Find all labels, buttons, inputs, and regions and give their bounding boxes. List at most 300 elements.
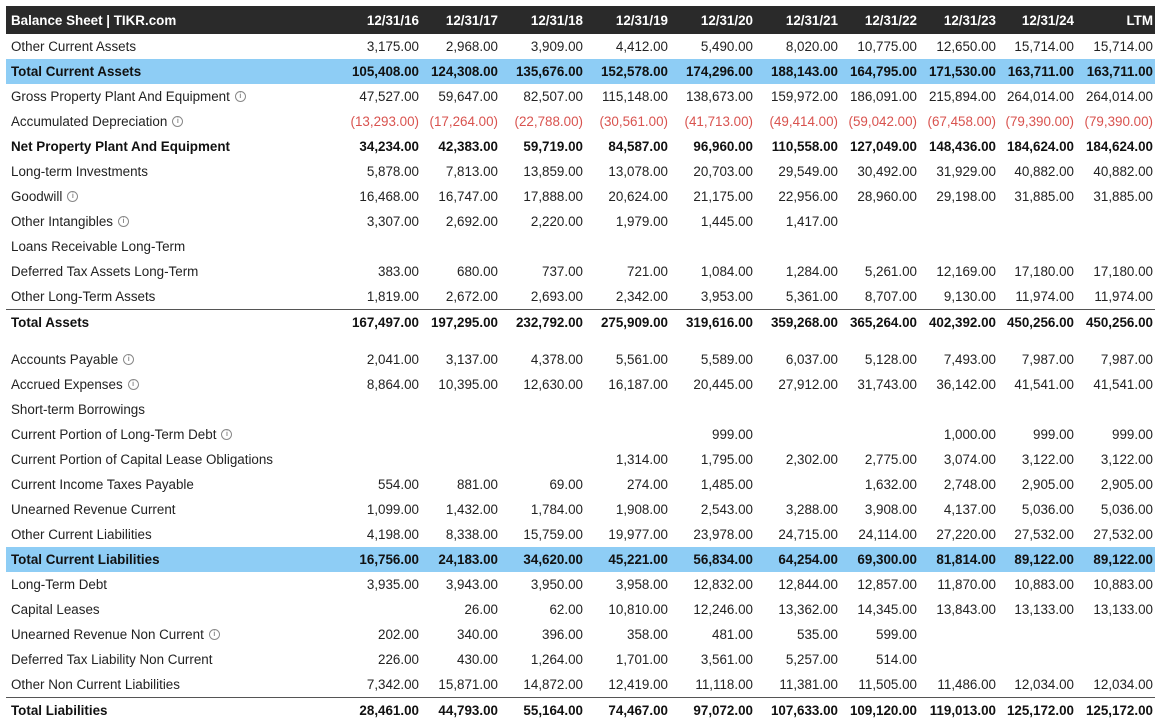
table-cell: 226.00 bbox=[378, 652, 419, 667]
table-cell: 41,541.00 bbox=[1093, 377, 1153, 392]
table-cell: 3,122.00 bbox=[1021, 452, 1074, 467]
row-label-text: Goodwill bbox=[11, 189, 63, 204]
table-cell: 148,436.00 bbox=[928, 139, 996, 154]
table-cell: 13,133.00 bbox=[1014, 602, 1074, 617]
info-icon[interactable]: i bbox=[221, 429, 232, 440]
table-cell: 215,894.00 bbox=[928, 89, 996, 104]
balance-sheet-table bbox=[6, 6, 1155, 722]
table-cell: 7,813.00 bbox=[445, 164, 498, 179]
table-cell: 12,246.00 bbox=[693, 602, 753, 617]
table-cell: 1,632.00 bbox=[864, 477, 917, 492]
table-cell: 184,624.00 bbox=[1085, 139, 1153, 154]
table-cell: 167,497.00 bbox=[351, 314, 419, 330]
row-label-text: Total Current Liabilities bbox=[11, 552, 160, 567]
row-label-text: Other Intangibles bbox=[11, 214, 113, 229]
table-header bbox=[6, 6, 1155, 34]
table-cell: 599.00 bbox=[876, 627, 917, 642]
table-cell bbox=[421, 452, 500, 467]
table-row[interactable] bbox=[6, 109, 1155, 134]
row-label bbox=[6, 427, 342, 442]
table-cell: 14,872.00 bbox=[523, 677, 583, 692]
table-cell: 7,493.00 bbox=[943, 352, 996, 367]
row-label bbox=[6, 602, 342, 617]
row-label bbox=[6, 627, 342, 642]
table-cell: 514.00 bbox=[876, 652, 917, 667]
table-cell: 3,935.00 bbox=[366, 577, 419, 592]
table-cell: (41,713.00) bbox=[684, 114, 753, 129]
table-cell: 12,419.00 bbox=[608, 677, 668, 692]
column-header[interactable]: 12/31/23 bbox=[943, 12, 996, 28]
table-cell: 3,137.00 bbox=[445, 352, 498, 367]
table-cell: 44,793.00 bbox=[438, 702, 498, 718]
table-cell bbox=[500, 452, 585, 467]
row-label-text: Long-Term Debt bbox=[11, 577, 108, 592]
table-cell: 28,960.00 bbox=[857, 189, 917, 204]
row-label bbox=[6, 452, 342, 467]
row-label-text: Accumulated Depreciation bbox=[11, 114, 168, 129]
table-cell: 15,714.00 bbox=[1014, 39, 1074, 54]
table-cell: 125,172.00 bbox=[1085, 702, 1153, 718]
table-cell bbox=[998, 627, 1076, 642]
row-label-text: Other Current Liabilities bbox=[11, 527, 152, 542]
table-cell: 11,505.00 bbox=[858, 677, 917, 692]
table-cell: (67,458.00) bbox=[927, 114, 996, 129]
row-label-text: Net Property Plant And Equipment bbox=[11, 139, 230, 154]
table-cell: 110,558.00 bbox=[771, 139, 838, 154]
table-row[interactable] bbox=[6, 497, 1155, 522]
row-label bbox=[6, 677, 342, 692]
table-row[interactable] bbox=[6, 422, 1155, 447]
table-row[interactable] bbox=[6, 259, 1155, 284]
table-cell bbox=[998, 214, 1076, 229]
table-cell: 402,392.00 bbox=[928, 314, 996, 330]
table-cell: 3,958.00 bbox=[615, 577, 668, 592]
row-label-text: Current Income Taxes Payable bbox=[11, 477, 194, 492]
row-label bbox=[6, 64, 342, 79]
table-cell: 680.00 bbox=[457, 264, 498, 279]
table-cell: 17,888.00 bbox=[523, 189, 583, 204]
table-cell: 45,221.00 bbox=[608, 552, 668, 567]
table-cell: 12,630.00 bbox=[523, 377, 583, 392]
table-cell: 107,633.00 bbox=[770, 702, 838, 718]
sheet-title: Balance Sheet | TIKR.com bbox=[11, 12, 177, 28]
column-header[interactable]: 12/31/17 bbox=[445, 12, 498, 28]
table-cell: 31,885.00 bbox=[1093, 189, 1153, 204]
table-cell: 6,037.00 bbox=[785, 352, 838, 367]
table-cell: 24,715.00 bbox=[778, 527, 838, 542]
table-cell: 1,084.00 bbox=[700, 264, 753, 279]
table-cell: 3,074.00 bbox=[943, 452, 996, 467]
row-label bbox=[6, 352, 342, 367]
table-cell: 1,264.00 bbox=[530, 652, 583, 667]
table-cell: (22,788.00) bbox=[514, 114, 583, 129]
table-cell: 12,832.00 bbox=[693, 577, 753, 592]
table-cell: 31,743.00 bbox=[857, 377, 917, 392]
table-cell: 8,707.00 bbox=[864, 289, 917, 304]
table-cell: 1,284.00 bbox=[785, 264, 838, 279]
table-row[interactable] bbox=[6, 697, 1155, 722]
table-cell bbox=[840, 427, 919, 442]
row-label-text: Unearned Revenue Non Current bbox=[11, 627, 204, 642]
table-cell: 1,819.00 bbox=[366, 289, 419, 304]
row-label bbox=[6, 652, 342, 667]
info-icon[interactable]: i bbox=[118, 216, 129, 227]
column-header[interactable]: 12/31/16 bbox=[366, 12, 419, 28]
table-cell: 340.00 bbox=[457, 627, 498, 642]
table-cell: 3,175.00 bbox=[366, 39, 419, 54]
table-cell: (49,414.00) bbox=[769, 114, 838, 129]
info-icon[interactable]: i bbox=[67, 191, 78, 202]
table-cell: 430.00 bbox=[457, 652, 498, 667]
table-cell: 13,133.00 bbox=[1093, 602, 1153, 617]
table-cell: 16,187.00 bbox=[608, 377, 668, 392]
table-cell: 2,220.00 bbox=[530, 214, 583, 229]
table-cell: 188,143.00 bbox=[770, 64, 838, 79]
table-cell: 97,072.00 bbox=[693, 702, 753, 718]
table-cell: 69,300.00 bbox=[857, 552, 917, 567]
table-row[interactable] bbox=[6, 59, 1155, 84]
table-cell: 2,543.00 bbox=[700, 502, 753, 517]
table-cell: 109,120.00 bbox=[849, 702, 917, 718]
table-cell: 10,775.00 bbox=[857, 39, 917, 54]
row-label bbox=[6, 164, 342, 179]
table-row[interactable] bbox=[6, 597, 1155, 622]
row-label bbox=[6, 402, 342, 417]
table-cell: (17,264.00) bbox=[429, 114, 498, 129]
table-cell: 20,624.00 bbox=[608, 189, 668, 204]
table-cell bbox=[919, 627, 998, 642]
column-header[interactable]: 12/31/21 bbox=[785, 12, 838, 28]
table-cell: 69.00 bbox=[549, 477, 583, 492]
table-row[interactable] bbox=[6, 572, 1155, 597]
table-cell: 2,342.00 bbox=[615, 289, 668, 304]
table-cell bbox=[998, 652, 1076, 667]
row-label bbox=[6, 189, 342, 204]
table-cell: 1,000.00 bbox=[943, 427, 996, 442]
table-cell: 2,692.00 bbox=[445, 214, 498, 229]
table-cell: 40,882.00 bbox=[1014, 164, 1074, 179]
row-label-text: Other Non Current Liabilities bbox=[11, 677, 180, 692]
table-cell: 23,978.00 bbox=[693, 527, 753, 542]
table-row[interactable] bbox=[6, 522, 1155, 547]
table-cell: 7,342.00 bbox=[366, 677, 419, 692]
table-row[interactable] bbox=[6, 622, 1155, 647]
table-cell: 319,616.00 bbox=[685, 314, 753, 330]
table-cell: 13,843.00 bbox=[936, 602, 996, 617]
table-cell: 10,883.00 bbox=[1093, 577, 1153, 592]
table-cell: 17,180.00 bbox=[1014, 264, 1074, 279]
table-cell: 19,977.00 bbox=[608, 527, 668, 542]
table-cell bbox=[342, 602, 421, 617]
row-label bbox=[6, 289, 342, 304]
table-cell: 999.00 bbox=[1112, 427, 1153, 442]
table-cell: 275,909.00 bbox=[600, 314, 668, 330]
column-header[interactable]: 12/31/19 bbox=[615, 12, 668, 28]
table-cell: 15,871.00 bbox=[438, 677, 498, 692]
table-cell: 274.00 bbox=[627, 477, 668, 492]
table-row[interactable] bbox=[6, 647, 1155, 672]
table-cell: 74,467.00 bbox=[608, 702, 668, 718]
table-cell: 84,587.00 bbox=[608, 139, 668, 154]
table-cell: 197,295.00 bbox=[430, 314, 498, 330]
table-cell: 3,950.00 bbox=[530, 577, 583, 592]
table-cell: 721.00 bbox=[627, 264, 668, 279]
table-cell: 62.00 bbox=[549, 602, 583, 617]
table-cell: 20,703.00 bbox=[693, 164, 753, 179]
table-cell: 11,974.00 bbox=[1094, 289, 1153, 304]
table-cell: 40,882.00 bbox=[1093, 164, 1153, 179]
column-header[interactable]: LTM bbox=[1126, 12, 1153, 28]
table-cell: 31,885.00 bbox=[1014, 189, 1074, 204]
table-cell: 232,792.00 bbox=[515, 314, 583, 330]
row-label-text: Current Portion of Capital Lease Obligations bbox=[11, 452, 274, 467]
table-row[interactable] bbox=[6, 547, 1155, 572]
row-label-text: Total Liabilities bbox=[11, 702, 108, 718]
table-cell: 42,383.00 bbox=[438, 139, 498, 154]
table-cell: 8,864.00 bbox=[366, 377, 419, 392]
row-label bbox=[6, 502, 342, 517]
table-cell: 5,036.00 bbox=[1021, 502, 1074, 517]
table-cell: 1,485.00 bbox=[700, 477, 753, 492]
row-label bbox=[6, 89, 342, 104]
table-row[interactable] bbox=[6, 184, 1155, 209]
table-cell: 2,905.00 bbox=[1100, 477, 1153, 492]
row-label bbox=[6, 477, 342, 492]
row-label-text: Total Assets bbox=[11, 314, 90, 330]
table-cell: 8,338.00 bbox=[445, 527, 498, 542]
table-cell: 202.00 bbox=[378, 627, 419, 642]
table-cell: 999.00 bbox=[1033, 427, 1074, 442]
table-cell: 27,912.00 bbox=[778, 377, 838, 392]
table-cell: (30,561.00) bbox=[599, 114, 668, 129]
info-icon[interactable]: i bbox=[172, 116, 183, 127]
table-row[interactable] bbox=[6, 347, 1155, 372]
table-cell bbox=[919, 214, 998, 229]
table-cell bbox=[840, 214, 919, 229]
row-label bbox=[6, 703, 342, 718]
table-cell: 163,711.00 bbox=[1007, 64, 1074, 79]
row-label-text: Other Current Assets bbox=[11, 39, 137, 54]
table-row[interactable] bbox=[6, 159, 1155, 184]
table-cell: 1,979.00 bbox=[615, 214, 668, 229]
table-cell: 1,795.00 bbox=[700, 452, 753, 467]
table-cell: 1,445.00 bbox=[700, 214, 753, 229]
table-cell: 7,987.00 bbox=[1100, 352, 1153, 367]
table-row[interactable] bbox=[6, 447, 1155, 472]
table-cell: 3,909.00 bbox=[530, 39, 583, 54]
table-cell: 29,198.00 bbox=[936, 189, 996, 204]
table-cell bbox=[500, 427, 585, 442]
table-cell: 28,461.00 bbox=[359, 702, 419, 718]
table-cell: 3,908.00 bbox=[864, 502, 917, 517]
table-cell: 3,953.00 bbox=[700, 289, 753, 304]
table-cell: 554.00 bbox=[378, 477, 419, 492]
table-cell: 3,122.00 bbox=[1100, 452, 1153, 467]
table-cell: 81,814.00 bbox=[936, 552, 996, 567]
section-spacer bbox=[6, 334, 1155, 347]
table-cell: 365,264.00 bbox=[849, 314, 917, 330]
table-cell: 34,620.00 bbox=[523, 552, 583, 567]
table-row[interactable] bbox=[6, 134, 1155, 159]
table-cell: 135,676.00 bbox=[515, 64, 583, 79]
table-row[interactable] bbox=[6, 209, 1155, 234]
table-cell: 1,908.00 bbox=[615, 502, 668, 517]
table-cell bbox=[1076, 652, 1155, 667]
table-cell: 27,532.00 bbox=[1014, 527, 1074, 542]
table-cell: 1,784.00 bbox=[530, 502, 583, 517]
table-cell: 12,844.00 bbox=[778, 577, 838, 592]
table-cell: 174,296.00 bbox=[685, 64, 753, 79]
table-cell: 12,034.00 bbox=[1093, 677, 1153, 692]
column-header[interactable]: 12/31/18 bbox=[530, 12, 583, 28]
table-cell: 12,857.00 bbox=[857, 577, 917, 592]
table-cell: 125,172.00 bbox=[1006, 702, 1074, 718]
table-cell: 5,128.00 bbox=[864, 352, 917, 367]
table-cell: 10,883.00 bbox=[1014, 577, 1074, 592]
table-cell: 4,412.00 bbox=[615, 39, 668, 54]
table-cell: 450,256.00 bbox=[1006, 314, 1074, 330]
table-cell: 152,578.00 bbox=[600, 64, 668, 79]
table-cell: 159,972.00 bbox=[770, 89, 838, 104]
table-cell: 31,929.00 bbox=[936, 164, 996, 179]
table-row[interactable] bbox=[6, 472, 1155, 497]
table-row[interactable] bbox=[6, 84, 1155, 109]
table-cell: 737.00 bbox=[542, 264, 583, 279]
table-row[interactable] bbox=[6, 397, 1155, 422]
row-label-text: Deferred Tax Assets Long-Term bbox=[11, 264, 199, 279]
table-row[interactable] bbox=[6, 284, 1155, 309]
table-cell: 47,527.00 bbox=[359, 89, 419, 104]
table-cell: 41,541.00 bbox=[1014, 377, 1074, 392]
table-cell: 999.00 bbox=[712, 427, 753, 442]
table-cell: 27,532.00 bbox=[1093, 527, 1153, 542]
info-icon[interactable]: i bbox=[209, 629, 220, 640]
row-label bbox=[6, 139, 342, 154]
table-cell: 34,234.00 bbox=[359, 139, 419, 154]
table-cell: 89,122.00 bbox=[1014, 552, 1074, 567]
table-row[interactable] bbox=[6, 672, 1155, 697]
table-cell: 20,445.00 bbox=[693, 377, 753, 392]
table-cell: 9,130.00 bbox=[943, 289, 996, 304]
column-header[interactable]: 12/31/22 bbox=[864, 12, 917, 28]
table-cell: 5,257.00 bbox=[785, 652, 838, 667]
row-label bbox=[6, 552, 342, 567]
table-cell: 481.00 bbox=[712, 627, 753, 642]
table-cell: 2,968.00 bbox=[445, 39, 498, 54]
table-cell: 2,041.00 bbox=[366, 352, 419, 367]
row-label-text: Gross Property Plant And Equipment bbox=[11, 89, 230, 104]
table-body bbox=[6, 34, 1155, 722]
row-label-text: Accounts Payable bbox=[11, 352, 119, 367]
row-label bbox=[6, 39, 342, 54]
table-cell: 3,943.00 bbox=[445, 577, 498, 592]
table-cell: 1,417.00 bbox=[785, 214, 838, 229]
info-icon[interactable]: i bbox=[123, 354, 134, 365]
table-cell: 5,561.00 bbox=[615, 352, 668, 367]
table-cell bbox=[421, 427, 500, 442]
table-cell: (79,390.00) bbox=[1005, 114, 1074, 129]
column-header[interactable]: 12/31/24 bbox=[1021, 12, 1074, 28]
table-cell: 264,014.00 bbox=[1006, 89, 1074, 104]
table-cell: 13,078.00 bbox=[608, 164, 668, 179]
table-row[interactable] bbox=[6, 34, 1155, 59]
table-cell: 82,507.00 bbox=[523, 89, 583, 104]
table-cell: 171,530.00 bbox=[928, 64, 996, 79]
table-cell: 14,345.00 bbox=[857, 602, 917, 617]
column-header[interactable]: 12/31/20 bbox=[700, 12, 753, 28]
table-cell: 26.00 bbox=[464, 602, 498, 617]
table-cell: 22,956.00 bbox=[778, 189, 838, 204]
table-cell: 4,198.00 bbox=[366, 527, 419, 542]
table-cell bbox=[755, 427, 840, 442]
row-label-text: Loans Receivable Long-Term bbox=[11, 239, 186, 254]
table-cell: 11,974.00 bbox=[1015, 289, 1074, 304]
table-cell: 5,036.00 bbox=[1100, 502, 1153, 517]
table-row[interactable] bbox=[6, 372, 1155, 397]
table-cell: 3,307.00 bbox=[366, 214, 419, 229]
table-cell: 4,378.00 bbox=[530, 352, 583, 367]
row-label bbox=[6, 239, 342, 254]
row-label bbox=[6, 214, 342, 229]
table-cell: 264,014.00 bbox=[1085, 89, 1153, 104]
table-cell: (13,293.00) bbox=[350, 114, 419, 129]
table-row[interactable] bbox=[6, 309, 1155, 334]
table-cell bbox=[342, 427, 421, 442]
row-label-text: Total Current Assets bbox=[11, 64, 142, 79]
table-cell: 2,672.00 bbox=[445, 289, 498, 304]
info-icon[interactable]: i bbox=[128, 379, 139, 390]
table-cell: 11,870.00 bbox=[937, 577, 996, 592]
row-label-text: Deferred Tax Liability Non Current bbox=[11, 652, 213, 667]
table-cell: 184,624.00 bbox=[1006, 139, 1074, 154]
table-cell: 383.00 bbox=[378, 264, 419, 279]
table-cell: 21,175.00 bbox=[693, 189, 753, 204]
row-label-text: Unearned Revenue Current bbox=[11, 502, 176, 517]
table-cell: 2,302.00 bbox=[785, 452, 838, 467]
period-headers bbox=[342, 13, 1155, 28]
table-cell: 115,148.00 bbox=[601, 89, 668, 104]
table-cell: 16,747.00 bbox=[438, 189, 498, 204]
table-cell: 59,719.00 bbox=[523, 139, 583, 154]
table-cell: 3,288.00 bbox=[785, 502, 838, 517]
table-cell: 12,650.00 bbox=[936, 39, 996, 54]
info-icon[interactable]: i bbox=[235, 91, 246, 102]
row-label-text: Current Portion of Long-Term Debt bbox=[11, 427, 217, 442]
row-label-text: Capital Leases bbox=[11, 602, 100, 617]
table-cell: 24,183.00 bbox=[438, 552, 498, 567]
table-cell: 881.00 bbox=[457, 477, 498, 492]
table-cell: 2,693.00 bbox=[530, 289, 583, 304]
table-row[interactable] bbox=[6, 234, 1155, 259]
table-cell: 5,361.00 bbox=[785, 289, 838, 304]
table-cell: 24,114.00 bbox=[858, 527, 917, 542]
table-cell: 89,122.00 bbox=[1093, 552, 1153, 567]
row-label-text: Short-term Borrowings bbox=[11, 402, 145, 417]
table-cell: 12,034.00 bbox=[1014, 677, 1074, 692]
table-cell: 2,748.00 bbox=[943, 477, 996, 492]
table-cell bbox=[919, 652, 998, 667]
table-cell: 29,549.00 bbox=[778, 164, 838, 179]
table-cell: 105,408.00 bbox=[351, 64, 419, 79]
table-cell: (79,390.00) bbox=[1084, 114, 1153, 129]
table-cell: 1,432.00 bbox=[445, 502, 498, 517]
table-cell: 2,905.00 bbox=[1021, 477, 1074, 492]
table-cell: 1,701.00 bbox=[615, 652, 668, 667]
table-cell: 186,091.00 bbox=[849, 89, 917, 104]
table-cell: 127,049.00 bbox=[849, 139, 917, 154]
row-label bbox=[6, 315, 342, 330]
table-cell: 396.00 bbox=[542, 627, 583, 642]
